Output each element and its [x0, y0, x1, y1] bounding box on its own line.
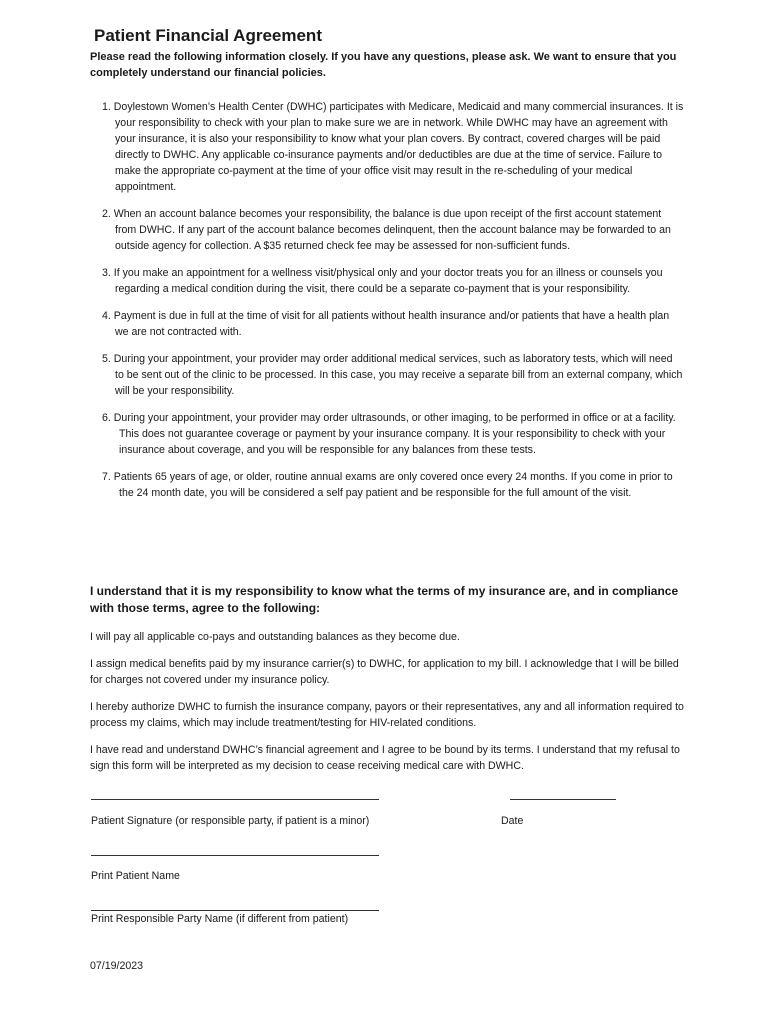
responsibility-statement: I understand that it is my responsibility to know what the terms of my insurance are, and in compliance with those terms, agree to the following: — [90, 584, 679, 615]
print-name-line[interactable] — [91, 855, 379, 856]
policy-item: 7. Patients 65 years of age, or older, routine annual exams are only covered once every 24 months. If you come in prior to the 24 month date, you will be considered a self pay patient and be responsible for the full amount of the visit. — [102, 471, 673, 499]
policy-item: 2. When an account balance becomes your responsibility, the balance is due upon receipt of the first account statement from DWHC. If any part of the account balance becomes delinquent, then the account balance may be forwarded to an outside agency for collection. A $35 returned check fee may be assessed for non-sufficient funds. — [102, 208, 671, 252]
signature-label: Patient Signature (or responsible party, if patient is a minor) — [91, 815, 370, 827]
agreement-paragraph: I hereby authorize DWHC to furnish the insurance company, payors or their representatives, any and all information required to process my claims, which may include treatment/testing for HIV-related conditions. — [90, 701, 684, 729]
policy-item: 6. During your appointment, your provider may order ultrasounds, or other imaging, to be performed in office or at a facility. This does not guarantee coverage or payment by your insurance company. It is your responsibility to check with your insurance about coverage, and you will be responsible for any balances from these tests. — [102, 412, 676, 456]
agreement-paragraph: I assign medical benefits paid by my insurance carrier(s) to DWHC, for application to my bill. I acknowledge that I will be billed for charges not covered under my insurance policy. — [90, 658, 679, 686]
policy-item: 4. Payment is due in full at the time of visit for all patients without health insurance and/or patients that have a health plan we are not contracted with. — [102, 310, 670, 338]
policy-item: 5. During your appointment, your provider may order additional medical services, such as laboratory tests, which will need to be sent out of the clinic to be processed. In this case, you may receive a separate bill from an external company, which will be your responsibility. — [102, 353, 683, 397]
responsible-party-label: Print Responsible Party Name (if different from patient) — [91, 913, 349, 925]
policy-list — [102, 99, 684, 501]
agreement-paragraph: I will pay all applicable co-pays and outstanding balances as they become due. — [90, 631, 460, 643]
date-line[interactable] — [510, 799, 616, 800]
agreement-paragraph: I have read and understand DWHC’s financial agreement and I agree to be bound by its terms. I understand that my refusal to sign this form will be interpreted as my decision to cease receiving medical care with DWHC. — [90, 744, 680, 772]
policy-item: 3. If you make an appointment for a wellness visit/physical only and your doctor treats you for an illness or counsels you regarding a medical condition during the visit, there could be a separate co-payment that is your responsibility. — [102, 267, 663, 295]
print-name-label: Print Patient Name — [91, 870, 180, 882]
signature-line[interactable] — [91, 799, 379, 800]
responsible-party-line[interactable] — [91, 910, 379, 911]
page-title: Patient Financial Agreement — [94, 26, 322, 45]
policy-item: 1. Doylestown Women’s Health Center (DWHC) participates with Medicare, Medicaid and many commercial insurances. It is your responsibility to check with your plan to make sure we are in network. While DWHC may have an agreement with your insurance, it is also your responsibility to know what your plan covers. By contract, covered charges will be paid directly to DWHC. Any applicable co-insurance payments and/or deductibles are due at the time of service. Failure to make the appropriate co-payment at the time of your office visit may result in the re-scheduling of your medical appointment. — [102, 101, 684, 193]
date-label: Date — [501, 815, 524, 827]
intro-text: Please read the following information closely. If you have any questions, please ask. We want to ensure that you completely understand our financial policies. — [90, 51, 677, 79]
revision-date: 07/19/2023 — [90, 960, 144, 972]
